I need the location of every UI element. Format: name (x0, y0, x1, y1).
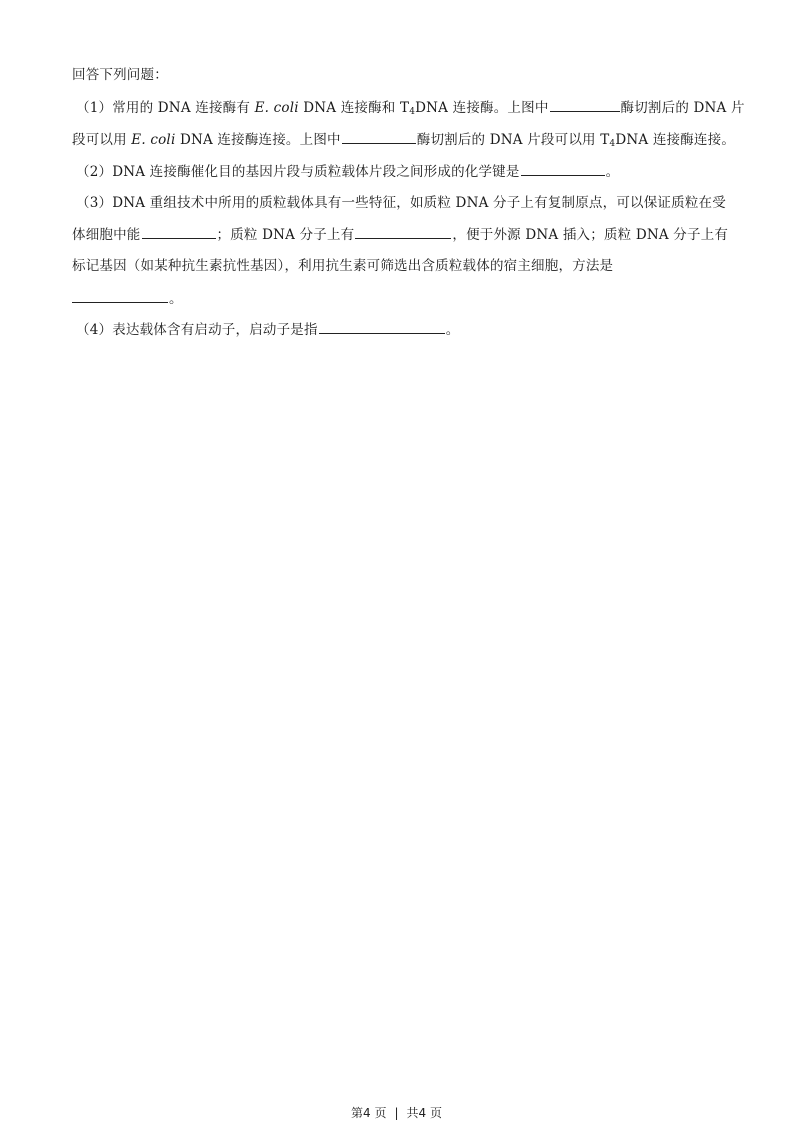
q3-blank-1[interactable] (142, 225, 216, 239)
q3-text: ，便于外源 DNA 插入；质粒 DNA 分子上有 (452, 227, 729, 243)
q4-line (76, 320, 459, 339)
q3-line-1 (76, 194, 726, 212)
q3-text: 体细胞中能 (72, 227, 141, 243)
q1-text: DNA 连接酶连接。上图中 (175, 132, 341, 148)
q1-text: （1）常用的 DNA 连接酶有 (76, 100, 255, 116)
q1-text: DNA 连接酶和 T (298, 100, 410, 116)
q1-ecoli: E. coli (254, 100, 299, 116)
q3-line-2 (72, 225, 728, 244)
q1-text: 酶切割后的 DNA 片 (620, 100, 745, 116)
q3-blank-3[interactable] (72, 289, 168, 303)
q1-subscript: 4 (609, 139, 616, 149)
q1-text: DNA 连接酶连接。 (615, 132, 736, 148)
q3-text: （3）DNA 重组技术中所用的质粒载体具有一些特征，如质粒 DNA 分子上有复制原点，可以保证质粒在受 (76, 195, 726, 211)
q4-blank[interactable] (319, 320, 445, 334)
q3-text: 标记基因（如某种抗生素抗性基因），利用抗生素可筛选出含质粒载体的宿主细胞，方法是 (72, 258, 614, 274)
q3-line-4 (72, 289, 183, 308)
page-total: 共4 页 (406, 1106, 442, 1120)
q1-ecoli: E. coli (131, 132, 176, 148)
intro-text (72, 66, 168, 84)
q3-text: 。 (169, 291, 183, 307)
page-number: 第4 页 (351, 1106, 387, 1120)
footer-separator: | (394, 1106, 399, 1120)
q2-text: 。 (605, 164, 620, 180)
q4-text: （4）表达载体含有启动子，启动子是指 (76, 322, 318, 338)
q3-blank-2[interactable] (355, 225, 451, 239)
q2-text: （2）DNA 连接酶催化目的基因片段与质粒载体片段之间形成的化学键是 (76, 164, 520, 180)
q1-blank-1[interactable] (550, 98, 620, 112)
page-footer (0, 1104, 793, 1121)
q1-blank-2[interactable] (342, 130, 416, 144)
q3-line-3 (72, 257, 613, 275)
q1-text: 酶切割后的 DNA 片段可以用 T (416, 132, 610, 148)
q3-text: ；质粒 DNA 分子上有 (216, 227, 355, 243)
q1-line-2 (72, 130, 735, 149)
q2-line (76, 162, 619, 181)
intro-label: 回答下列问题： (72, 67, 168, 83)
q2-blank[interactable] (521, 162, 605, 176)
q1-subscript: 4 (409, 107, 416, 117)
q4-text: 。 (445, 322, 460, 338)
q1-text: DNA 连接酶。上图中 (415, 100, 549, 116)
q1-line-1 (76, 98, 745, 117)
q1-text: 段可以用 (72, 132, 132, 148)
